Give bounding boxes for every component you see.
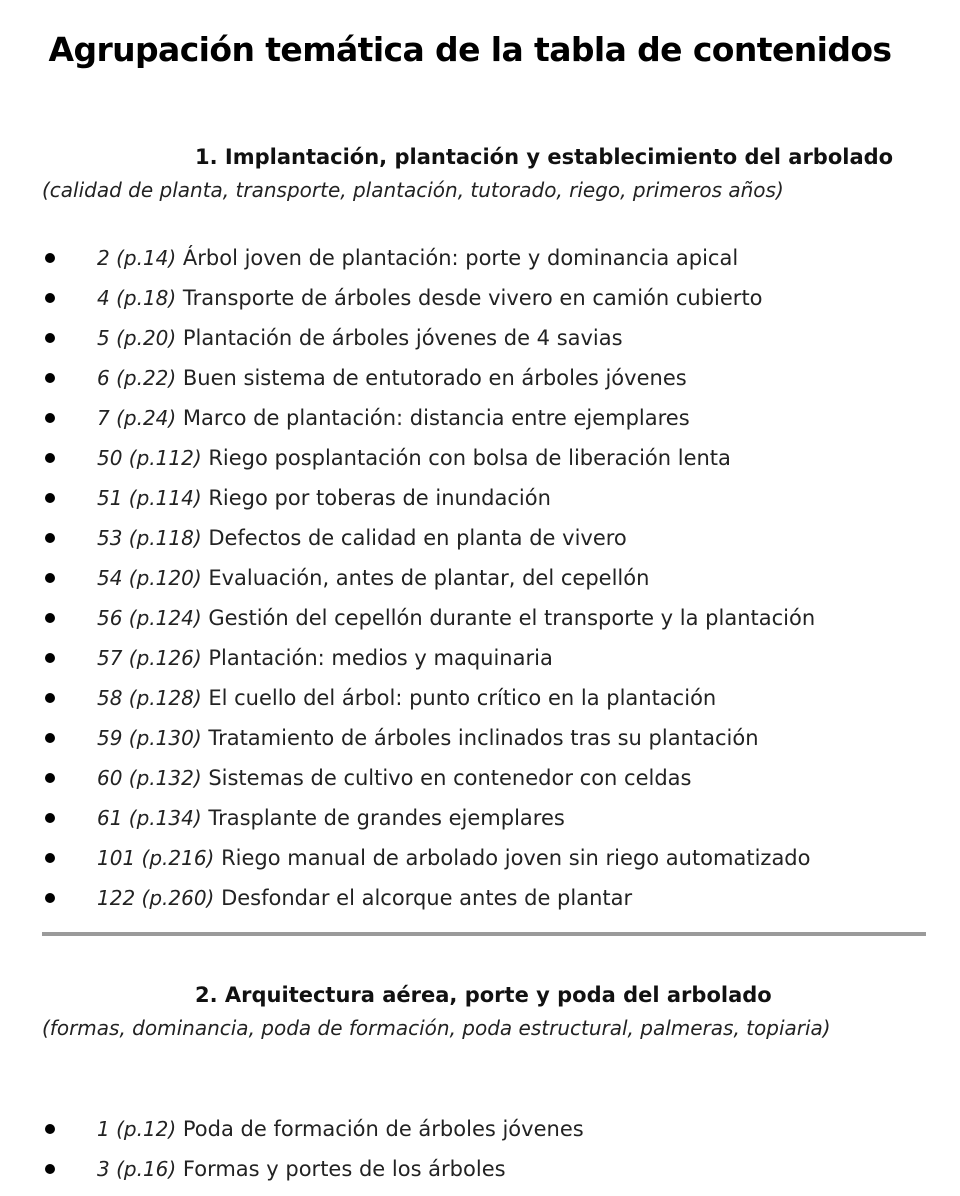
- bullet-icon: [45, 653, 55, 663]
- list-item: [0, 1109, 960, 1149]
- item-reference: 59 (p.130): [97, 726, 202, 750]
- item-reference: 61 (p.134): [97, 806, 202, 830]
- item-description: Riego manual de arbolado joven sin riego automatizado: [221, 846, 811, 870]
- item-text-line: [97, 638, 553, 678]
- item-reference: 54 (p.120): [97, 566, 202, 590]
- item-text-line: [97, 798, 565, 838]
- bullet-icon: [45, 1164, 55, 1174]
- item-reference: 5 (p.20): [97, 326, 177, 350]
- item-reference: 7 (p.24): [97, 406, 177, 430]
- bullet-icon: [45, 293, 55, 303]
- item-text-line: [97, 278, 763, 318]
- item-reference: 60 (p.132): [97, 766, 202, 790]
- item-description: Riego por toberas de inundación: [208, 486, 551, 510]
- list-item: [0, 438, 960, 478]
- list-item: [0, 838, 960, 878]
- section-arquitectura: [0, 978, 960, 1181]
- item-description: Poda de formación de árboles jóvenes: [182, 1117, 584, 1141]
- bullet-icon: [45, 413, 55, 423]
- item-text-line: [97, 238, 738, 278]
- item-text-line: [97, 478, 551, 518]
- bullet-icon: [45, 1124, 55, 1134]
- list-item: [0, 598, 960, 638]
- item-text-line: [97, 558, 649, 598]
- list-item: [0, 678, 960, 718]
- bullet-icon: [45, 493, 55, 503]
- item-description: Formas y portes de los árboles: [182, 1157, 506, 1181]
- item-reference: 50 (p.112): [97, 446, 202, 470]
- item-reference: 2 (p.14): [97, 246, 177, 270]
- item-text-line: [97, 1109, 584, 1149]
- item-description: Transporte de árboles desde vivero en camión cubierto: [182, 286, 763, 310]
- item-reference: 56 (p.124): [97, 606, 202, 630]
- item-reference: 4 (p.18): [97, 286, 177, 310]
- item-reference: 122 (p.260): [97, 886, 215, 910]
- section-divider: [42, 932, 926, 936]
- item-description: Desfondar el alcorque antes de plantar: [221, 886, 633, 910]
- item-reference: 6 (p.22): [97, 366, 177, 390]
- section-subtitle: (calidad de planta, transporte, plantación, tutorado, riego, primeros años): [42, 178, 784, 202]
- section-implantacion: [0, 140, 960, 910]
- bullet-icon: [45, 853, 55, 863]
- list-item: [0, 238, 960, 278]
- item-text-line: [97, 1149, 506, 1189]
- item-description: Marco de plantación: distancia entre ejemplares: [182, 406, 690, 430]
- item-description: Trasplante de grandes ejemplares: [208, 806, 565, 830]
- list-item: [0, 398, 960, 438]
- list-item: [0, 878, 960, 918]
- item-description: Plantación de árboles jóvenes de 4 savias: [182, 326, 623, 350]
- bullet-icon: [45, 613, 55, 623]
- bullet-icon: [45, 253, 55, 263]
- bullet-icon: [45, 693, 55, 703]
- bullet-icon: [45, 573, 55, 583]
- item-text-line: [97, 438, 731, 478]
- item-reference: 101 (p.216): [97, 846, 215, 870]
- item-text-line: [97, 598, 815, 638]
- item-description: Evaluación, antes de plantar, del cepellón: [208, 566, 650, 590]
- page-title: Agrupación temática de la tabla de contenidos: [48, 30, 892, 69]
- list-item: [0, 278, 960, 318]
- bullet-icon: [45, 453, 55, 463]
- list-item: [0, 638, 960, 678]
- list-item: [0, 798, 960, 838]
- item-description: Gestión del cepellón durante el transporte y la plantación: [208, 606, 816, 630]
- item-description: Sistemas de cultivo en contenedor con celdas: [208, 766, 692, 790]
- bullet-icon: [45, 733, 55, 743]
- item-description: Tratamiento de árboles inclinados tras su plantación: [208, 726, 759, 750]
- list-item: [0, 318, 960, 358]
- list-item: [0, 718, 960, 758]
- item-reference: 58 (p.128): [97, 686, 202, 710]
- bullet-icon: [45, 893, 55, 903]
- item-text-line: [97, 358, 687, 398]
- item-text-line: [97, 878, 632, 918]
- section-subtitle: (formas, dominancia, poda de formación, poda estructural, palmeras, topiaria): [42, 1016, 831, 1040]
- item-text-line: [97, 678, 716, 718]
- list-item: [0, 478, 960, 518]
- item-reference: 1 (p.12): [97, 1117, 177, 1141]
- bullet-icon: [45, 373, 55, 383]
- item-description: El cuello del árbol: punto crítico en la plantación: [208, 686, 717, 710]
- item-description: Plantación: medios y maquinaria: [208, 646, 553, 670]
- list-item: [0, 518, 960, 558]
- item-text-line: [97, 758, 691, 798]
- bullet-icon: [45, 533, 55, 543]
- list-item: [0, 558, 960, 598]
- section-heading: 2. Arquitectura aérea, porte y poda del arbolado: [195, 983, 772, 1007]
- item-reference: 51 (p.114): [97, 486, 202, 510]
- list-item: [0, 758, 960, 798]
- item-description: Árbol joven de plantación: porte y dominancia apical: [182, 246, 739, 270]
- bullet-icon: [45, 333, 55, 343]
- item-text-line: [97, 318, 623, 358]
- section-heading: 1. Implantación, plantación y establecimiento del arbolado: [195, 145, 894, 169]
- item-list: [0, 1109, 960, 1189]
- item-text-line: [97, 838, 811, 878]
- item-text-line: [97, 718, 759, 758]
- item-reference: 3 (p.16): [97, 1157, 177, 1181]
- item-description: Buen sistema de entutorado en árboles jóvenes: [182, 366, 687, 390]
- item-text-line: [97, 398, 690, 438]
- item-description: Riego posplantación con bolsa de liberación lenta: [208, 446, 731, 470]
- list-item: [0, 1149, 960, 1189]
- item-description: Defectos de calidad en planta de vivero: [208, 526, 627, 550]
- item-reference: 53 (p.118): [97, 526, 202, 550]
- list-item: [0, 358, 960, 398]
- bullet-icon: [45, 813, 55, 823]
- item-reference: 57 (p.126): [97, 646, 202, 670]
- item-text-line: [97, 518, 627, 558]
- bullet-icon: [45, 773, 55, 783]
- item-list: [0, 238, 960, 918]
